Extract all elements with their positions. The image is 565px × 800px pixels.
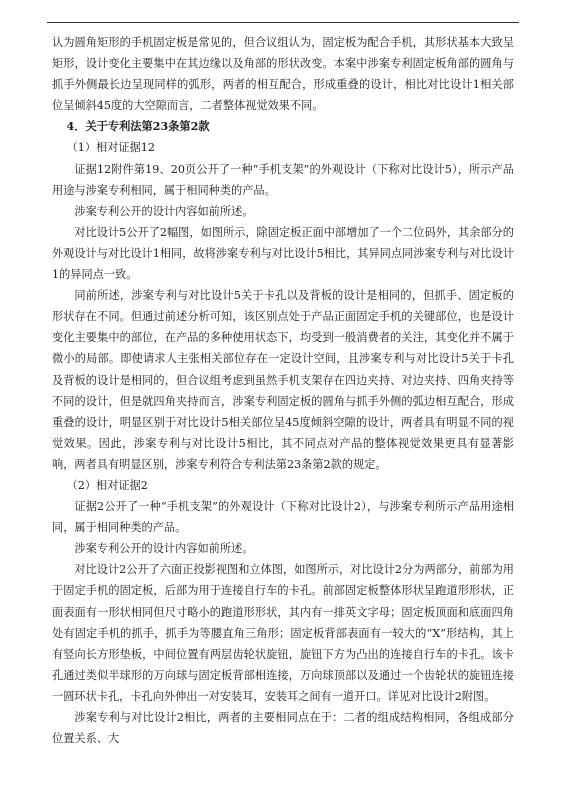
paragraph-evidence-12-summary: 证据12附件第19、20页公开了一种“手机支架”的外观设计（下称对比设计5），所示产品用途与涉案专利相同，属于相同种类的产品。 — [52, 162, 514, 197]
header-rule — [47, 22, 519, 23]
paragraph-comparison-design-5: 对比设计5公开了2幅图，如图所示，除固定板正面中部增加了一个二位码外，其余部分的外观设计与对比设计1相同，故将涉案专利与对比设计5相比，其异同点同涉案专利与对比设计1的异同点一致。 — [52, 225, 514, 282]
subheading-evidence-2: （2）相对证据2 — [66, 478, 148, 492]
paragraph-evidence-2-summary: 证据2公开了一种“手机支架”的外观设计（下称对比设计2），与涉案专利所示产品用途相同，属于相同种类的产品。 — [52, 500, 514, 535]
document-body — [52, 32, 514, 749]
section-heading-article-23: 4．关于专利法第23条第2款 — [66, 119, 210, 134]
paragraph-similarities-design-2: 涉案专利与对比设计2相比，两者的主要相同点在于：二者的组成结构相同，各组成部分位置关系、大 — [52, 711, 514, 746]
paragraph-analysis-design-5: 同前所述，涉案专利与对比设计5关于卡孔以及背板的设计是相同的，但抓手、固定板的形状存在不同。但通过前述分析可知，该区别点处于产品正面固定手机的关键部位，也是设计变化主要集中的部位，在产品的多种使用状态下，均受到一般消费者的关注，其变化并不属于微小的局部。即使请求人主张相关部位存在一定设计空间，且涉案专利与对比设计5关于卡孔及背板的设计是相同的，但合议组考虑到虽然手机支架存在四边夹持、对边夹持、四角夹持等不同的设计，但是就四角夹持而言，涉案专利固定板的圆角与抓手外侧的弧边相互配合，形成重叠的设计，明显区别于对比设计5相关部位呈45度倾斜空隙的设计，两者具有明显不同的视觉效果。因此，涉案专利与对比设计5相比，其不同点对产品的整体视觉效果更具有显著影响，两者具有明显区别，涉案专利符合专利法第23条第2款的规定。 — [52, 289, 514, 471]
paragraph-comparison-design-2: 对比设计2公开了六面正投影视图和立体图，如图所示，对比设计2分为两部分，前部为用于固定手机的固定板，后部为用于连接自行车的卡孔。前部固定板整体形状呈跑道形形状，正面表面有一形状相同但尺寸略小的跑道形形状，其内有一排英文字母；固定板顶面和底面四角处有固定手机的抓手，抓手为等腰直角三角形；固定板背部表面有一较大的“X”形结构，其上有竖向长方形垫板，中间位置有两层齿轮状旋钮，旋钮下方为凸出的连接自行车的卡孔。该卡孔通过类似半球形的万向球与固定板背部相连接，万向球顶部以及通过一个齿轮状的旋钮连接一圆环状卡孔，卡孔向外伸出一对安装耳，安装耳之间有一道开口。详见对比设计2附图。 — [52, 563, 514, 703]
paragraph-patent-content-ref-2: 涉案专利公开的设计内容如前所述。 — [74, 542, 254, 556]
subheading-evidence-12: （1）相对证据12 — [66, 141, 156, 155]
paragraph-intro-continued: 认为圆角矩形的手机固定板是常见的，但合议组认为，固定板为配合手机，其形状基本大致呈矩形，设计变化主要集中在其边缘以及角部的形状改变。本案中涉案专利固定板角部的圆角与抓手外侧最长边呈现同样的弧形，两者的相互配合，形成重叠的设计，相比对比设计1相关部位呈倾斜45度的大空隙而言，二者整体视觉效果不同。 — [52, 36, 514, 113]
paragraph-patent-content-ref-1: 涉案专利公开的设计内容如前所述。 — [74, 204, 254, 218]
